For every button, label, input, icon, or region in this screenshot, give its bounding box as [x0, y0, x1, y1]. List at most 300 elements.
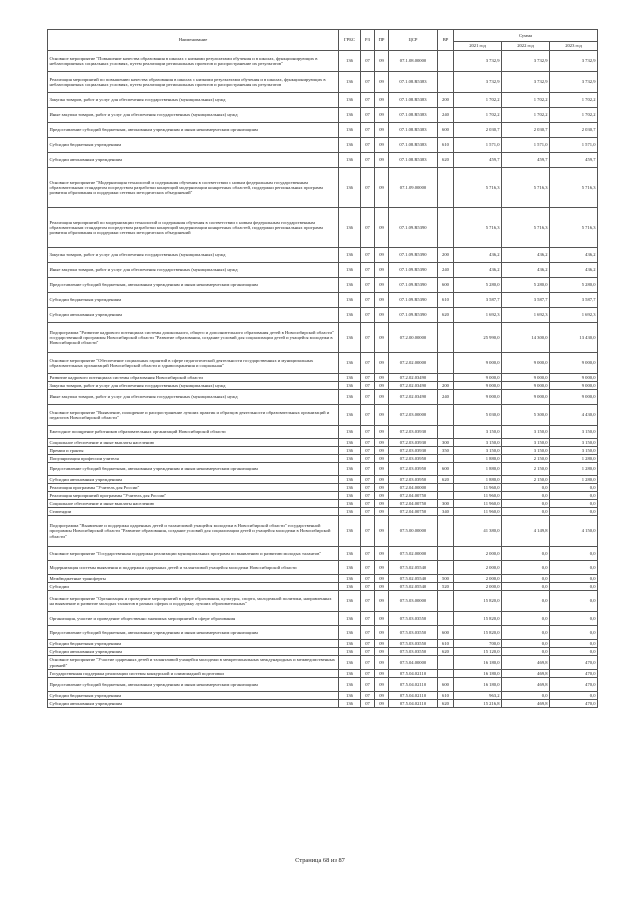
cell-rz: 07	[361, 93, 375, 108]
cell-sum-2023: 4 430,0	[550, 405, 598, 426]
cell-sum-2021: 16 180,0	[454, 656, 502, 670]
cell-sum-2022: 459,7	[502, 153, 550, 168]
cell-vr: 600	[438, 626, 454, 640]
cell-vr: 620	[438, 308, 454, 323]
cell-grbs: 136	[339, 405, 361, 426]
cell-name: Субсидии бюджетным учреждениям	[48, 293, 339, 308]
cell-csr: 07.2.02.03490	[389, 390, 438, 405]
cell-csr: 07.1.09.R5390	[389, 263, 438, 278]
cell-sum-2023: 470,0	[550, 700, 598, 708]
cell-rz: 07	[361, 278, 375, 293]
cell-pr: 09	[375, 138, 389, 153]
cell-csr: 07.5.03.00000	[389, 591, 438, 612]
cell-sum-2021: 41 380,0	[454, 516, 502, 547]
cell-sum-2023: 1 280,0	[550, 463, 598, 476]
cell-name: Иные закупки товаров, работ и услуг для обеспечения государственных (муниципальных) нужд	[48, 263, 339, 278]
cell-grbs: 136	[339, 374, 361, 382]
cell-sum-2021: 3 150,0	[454, 439, 502, 447]
cell-rz: 07	[361, 547, 375, 561]
cell-sum-2022: 469,8	[502, 700, 550, 708]
cell-csr: 07.2.03.03950	[389, 463, 438, 476]
cell-rz: 07	[361, 153, 375, 168]
header-year-2023: 2023 год	[550, 42, 598, 51]
cell-rz: 07	[361, 405, 375, 426]
cell-sum-2021: 9 000,0	[454, 390, 502, 405]
cell-sum-2021: 3 150,0	[454, 426, 502, 439]
cell-csr: 07.1.09.R5390	[389, 278, 438, 293]
table-row	[48, 670, 598, 678]
cell-vr: 200	[438, 248, 454, 263]
cell-grbs: 136	[339, 500, 361, 508]
table-row	[48, 293, 598, 308]
cell-sum-2022: 0,0	[502, 648, 550, 656]
table-row	[48, 455, 598, 463]
cell-sum-2022: 9 000,0	[502, 382, 550, 390]
cell-sum-2022: 14 300,0	[502, 323, 550, 353]
cell-vr	[438, 426, 454, 439]
cell-sum-2023: 9 000,0	[550, 374, 598, 382]
cell-sum-2021: 1 702,2	[454, 93, 502, 108]
cell-csr: 07.1.08.R5383	[389, 123, 438, 138]
cell-sum-2022: 0,0	[502, 640, 550, 648]
cell-sum-2023: 0,0	[550, 492, 598, 500]
table-row	[48, 516, 598, 547]
cell-vr: 620	[438, 700, 454, 708]
cell-vr	[438, 72, 454, 93]
cell-pr: 09	[375, 500, 389, 508]
cell-vr: 240	[438, 390, 454, 405]
cell-pr: 09	[375, 591, 389, 612]
cell-sum-2022: 0,0	[502, 583, 550, 591]
cell-sum-2021: 11 960,0	[454, 500, 502, 508]
cell-grbs: 136	[339, 591, 361, 612]
table-row	[48, 591, 598, 612]
cell-sum-2022: 0,0	[502, 612, 550, 626]
cell-vr	[438, 374, 454, 382]
cell-name: Модернизация системы выявления и поддержки одаренных детей и талантливой учащейся молодежи Новосибирской области	[48, 561, 339, 575]
cell-sum-2021: 2 000,0	[454, 547, 502, 561]
cell-sum-2022: 1 702,2	[502, 108, 550, 123]
cell-sum-2022: 0,0	[502, 591, 550, 612]
cell-name: Социальное обеспечение и иные выплаты населению	[48, 439, 339, 447]
cell-rz: 07	[361, 692, 375, 700]
cell-name: Субсидии бюджетным учреждениям	[48, 640, 339, 648]
cell-grbs: 136	[339, 248, 361, 263]
cell-name: Премии и гранты	[48, 447, 339, 455]
table-row	[48, 500, 598, 508]
cell-pr: 09	[375, 278, 389, 293]
cell-sum-2021: 2 030,7	[454, 123, 502, 138]
cell-grbs: 136	[339, 93, 361, 108]
cell-csr: 07.5.03.03550	[389, 626, 438, 640]
cell-vr: 620	[438, 153, 454, 168]
cell-rz: 07	[361, 500, 375, 508]
cell-pr: 09	[375, 700, 389, 708]
cell-sum-2022: 0,0	[502, 561, 550, 575]
cell-rz: 07	[361, 561, 375, 575]
cell-grbs: 136	[339, 382, 361, 390]
cell-grbs: 136	[339, 353, 361, 374]
cell-vr: 200	[438, 93, 454, 108]
cell-rz: 07	[361, 382, 375, 390]
cell-sum-2022: 9 000,0	[502, 390, 550, 405]
cell-name: Субсидии автономным учреждениям	[48, 648, 339, 656]
cell-pr: 09	[375, 547, 389, 561]
cell-vr	[438, 353, 454, 374]
table-row	[48, 123, 598, 138]
table-row	[48, 447, 598, 455]
cell-sum-2023: 0,0	[550, 626, 598, 640]
cell-rz: 07	[361, 293, 375, 308]
cell-sum-2021: 11 960,0	[454, 484, 502, 492]
cell-sum-2023: 0,0	[550, 575, 598, 583]
table-row	[48, 374, 598, 382]
cell-vr: 600	[438, 463, 454, 476]
cell-sum-2022: 0,0	[502, 508, 550, 516]
cell-sum-2021: 11 960,0	[454, 508, 502, 516]
cell-sum-2021: 5 716,3	[454, 208, 502, 248]
header-sums: Сумма	[454, 30, 598, 42]
cell-grbs: 136	[339, 575, 361, 583]
cell-grbs: 136	[339, 72, 361, 93]
cell-vr	[438, 51, 454, 72]
cell-sum-2022: 5 280,0	[502, 278, 550, 293]
cell-rz: 07	[361, 508, 375, 516]
cell-csr: 07.2.02.03490	[389, 374, 438, 382]
cell-sum-2021: 15 820,0	[454, 612, 502, 626]
cell-grbs: 136	[339, 547, 361, 561]
cell-csr: 07.2.00.00000	[389, 323, 438, 353]
cell-vr: 240	[438, 263, 454, 278]
cell-name: Субсидии бюджетным учреждениям	[48, 138, 339, 153]
cell-sum-2021: 700,0	[454, 640, 502, 648]
cell-sum-2023: 0,0	[550, 500, 598, 508]
cell-sum-2022: 2 030,7	[502, 123, 550, 138]
table-row	[48, 547, 598, 561]
cell-rz: 07	[361, 263, 375, 278]
cell-sum-2021: 963,2	[454, 692, 502, 700]
cell-grbs: 136	[339, 700, 361, 708]
table-row	[48, 93, 598, 108]
cell-sum-2023: 0,0	[550, 591, 598, 612]
cell-grbs: 136	[339, 670, 361, 678]
cell-name: Основное мероприятие "Государственная поддержка реализации муниципальных программ по выявлению и развитию молодых талантов"	[48, 547, 339, 561]
cell-sum-2021: 2 000,0	[454, 561, 502, 575]
table-row	[48, 138, 598, 153]
table-row	[48, 508, 598, 516]
cell-csr: 07.5.03.03550	[389, 612, 438, 626]
cell-csr: 07.2.03.03950	[389, 455, 438, 463]
cell-grbs: 136	[339, 447, 361, 455]
cell-vr: 620	[438, 648, 454, 656]
cell-sum-2022: 2 150,0	[502, 463, 550, 476]
cell-name: Предоставление субсидий бюджетным, автономным учреждениям и иным некоммерческим организациям	[48, 278, 339, 293]
cell-csr: 07.1.09.R5390	[389, 248, 438, 263]
cell-sum-2022: 5 716,3	[502, 168, 550, 208]
cell-name: Реализация мероприятий программы "Учитель для России"	[48, 492, 339, 500]
cell-sum-2022: 9 000,0	[502, 374, 550, 382]
cell-pr: 09	[375, 516, 389, 547]
cell-vr	[438, 547, 454, 561]
table-row	[48, 484, 598, 492]
cell-pr: 09	[375, 656, 389, 670]
cell-csr: 07.2.04.00750	[389, 492, 438, 500]
cell-csr: 07.1.09.00000	[389, 168, 438, 208]
cell-pr: 09	[375, 648, 389, 656]
cell-sum-2021: 3 150,0	[454, 447, 502, 455]
cell-csr: 07.1.08.R5383	[389, 138, 438, 153]
cell-sum-2021: 3 732,9	[454, 72, 502, 93]
cell-rz: 07	[361, 640, 375, 648]
table-row	[48, 656, 598, 670]
cell-sum-2023: 3 587,7	[550, 293, 598, 308]
cell-pr: 09	[375, 108, 389, 123]
cell-grbs: 136	[339, 678, 361, 692]
cell-sum-2023: 0,0	[550, 692, 598, 700]
cell-name: Реализация мероприятий по модернизации технологий и содержания обучения в соответствии с новым федеральным государственным образовательным стандартом посредством разработки концепций модернизации конкретных областей, поддержки региональных программ развития образования и поддержки сетевых методических объединений	[48, 208, 339, 248]
cell-rz: 07	[361, 51, 375, 72]
cell-sum-2022: 2 150,0	[502, 476, 550, 484]
cell-grbs: 136	[339, 692, 361, 700]
cell-name: Ежегодное поощрение работников образовательных организаций Новосибирской области	[48, 426, 339, 439]
table-row	[48, 426, 598, 439]
cell-rz: 07	[361, 426, 375, 439]
cell-grbs: 136	[339, 138, 361, 153]
cell-sum-2023: 1 702,2	[550, 93, 598, 108]
table-row	[48, 583, 598, 591]
cell-csr: 07.1.08.R5383	[389, 72, 438, 93]
cell-sum-2023: 9 000,0	[550, 390, 598, 405]
cell-sum-2023: 0,0	[550, 561, 598, 575]
cell-sum-2022: 0,0	[502, 575, 550, 583]
cell-pr: 09	[375, 670, 389, 678]
cell-sum-2022: 1 571,0	[502, 138, 550, 153]
cell-rz: 07	[361, 492, 375, 500]
cell-grbs: 136	[339, 463, 361, 476]
cell-sum-2021: 5 280,0	[454, 278, 502, 293]
table-row	[48, 575, 598, 583]
cell-sum-2022: 1 692,3	[502, 308, 550, 323]
cell-rz: 07	[361, 353, 375, 374]
cell-vr	[438, 591, 454, 612]
budget-table	[47, 29, 598, 708]
table-row	[48, 108, 598, 123]
cell-grbs: 136	[339, 293, 361, 308]
table-row	[48, 263, 598, 278]
cell-sum-2023: 459,7	[550, 153, 598, 168]
cell-rz: 07	[361, 447, 375, 455]
cell-rz: 07	[361, 138, 375, 153]
cell-sum-2021: 16 180,0	[454, 670, 502, 678]
cell-name: Основное мероприятие "Обеспечение социальных гарантий в сфере педагогической деятельности государственных и муниципальных образовательных организаций Новосибирской области и здравоохранения и социальная"	[48, 353, 339, 374]
cell-csr: 07.5.03.03550	[389, 640, 438, 648]
cell-pr: 09	[375, 51, 389, 72]
cell-rz: 07	[361, 439, 375, 447]
cell-vr: 610	[438, 138, 454, 153]
cell-rz: 07	[361, 455, 375, 463]
cell-vr: 240	[438, 108, 454, 123]
table-row	[48, 51, 598, 72]
cell-csr: 07.1.08.00000	[389, 51, 438, 72]
cell-rz: 07	[361, 575, 375, 583]
header-csr: ЦСР	[389, 30, 438, 51]
budget-table-page	[47, 29, 597, 708]
cell-rz: 07	[361, 583, 375, 591]
header-name: Наименование	[48, 30, 339, 51]
cell-csr: 07.5.02.05540	[389, 583, 438, 591]
cell-sum-2023: 3 150,0	[550, 439, 598, 447]
cell-sum-2023: 0,0	[550, 612, 598, 626]
table-row	[48, 248, 598, 263]
cell-sum-2022: 5 300,0	[502, 405, 550, 426]
cell-grbs: 136	[339, 278, 361, 293]
cell-sum-2021: 1 880,0	[454, 463, 502, 476]
cell-rz: 07	[361, 123, 375, 138]
table-row	[48, 692, 598, 700]
cell-sum-2023: 1 571,0	[550, 138, 598, 153]
cell-grbs: 136	[339, 51, 361, 72]
cell-pr: 09	[375, 72, 389, 93]
cell-name: Стипендии	[48, 508, 339, 516]
cell-vr: 610	[438, 692, 454, 700]
cell-sum-2023: 436,2	[550, 263, 598, 278]
cell-vr: 600	[438, 278, 454, 293]
cell-grbs: 136	[339, 583, 361, 591]
table-row	[48, 72, 598, 93]
cell-sum-2022: 3 587,7	[502, 293, 550, 308]
cell-name: Предоставление субсидий бюджетным, автономным учреждениям и иным некоммерческим организациям	[48, 463, 339, 476]
table-row	[48, 208, 598, 248]
cell-grbs: 136	[339, 508, 361, 516]
cell-vr: 520	[438, 583, 454, 591]
cell-sum-2021: 1 571,0	[454, 138, 502, 153]
table-row	[48, 476, 598, 484]
header-grbs: ГРБС	[339, 30, 361, 51]
cell-grbs: 136	[339, 648, 361, 656]
cell-sum-2023: 0,0	[550, 484, 598, 492]
cell-grbs: 136	[339, 656, 361, 670]
cell-csr: 07.5.02.00000	[389, 547, 438, 561]
cell-sum-2023: 1 692,3	[550, 308, 598, 323]
cell-sum-2023: 5 716,3	[550, 168, 598, 208]
cell-name: Популяризация профессии учителя	[48, 455, 339, 463]
table-row	[48, 492, 598, 500]
cell-pr: 09	[375, 248, 389, 263]
cell-pr: 09	[375, 612, 389, 626]
cell-grbs: 136	[339, 561, 361, 575]
cell-vr	[438, 323, 454, 353]
header-year-2021: 2021 год	[454, 42, 502, 51]
header-pr: ПР	[375, 30, 389, 51]
cell-name: Субсидии бюджетным учреждениям	[48, 692, 339, 700]
cell-vr	[438, 492, 454, 500]
cell-rz: 07	[361, 516, 375, 547]
cell-sum-2022: 469,8	[502, 656, 550, 670]
cell-pr: 09	[375, 208, 389, 248]
cell-sum-2023: 9 000,0	[550, 382, 598, 390]
cell-sum-2021: 1 702,2	[454, 108, 502, 123]
cell-grbs: 136	[339, 168, 361, 208]
cell-sum-2023: 4 150,0	[550, 516, 598, 547]
cell-sum-2021: 11 960,0	[454, 492, 502, 500]
cell-vr: 300	[438, 500, 454, 508]
cell-name: Иные закупки товаров, работ и услуг для обеспечения государственных (муниципальных) нужд	[48, 108, 339, 123]
table-row	[48, 382, 598, 390]
cell-sum-2022: 0,0	[502, 492, 550, 500]
cell-csr: 07.1.09.R5390	[389, 208, 438, 248]
cell-grbs: 136	[339, 323, 361, 353]
cell-pr: 09	[375, 439, 389, 447]
cell-csr: 07.5.04.00000	[389, 656, 438, 670]
cell-sum-2023: 0,0	[550, 583, 598, 591]
cell-name: Субсидии автономным учреждениям	[48, 476, 339, 484]
table-row	[48, 678, 598, 692]
cell-rz: 07	[361, 308, 375, 323]
cell-vr: 200	[438, 382, 454, 390]
cell-rz: 07	[361, 648, 375, 656]
cell-sum-2023: 0,0	[550, 547, 598, 561]
cell-pr: 09	[375, 293, 389, 308]
cell-name: Предоставление субсидий бюджетным, автономным учреждениям и иным некоммерческим организациям	[48, 626, 339, 640]
cell-pr: 09	[375, 463, 389, 476]
cell-grbs: 136	[339, 476, 361, 484]
cell-name: Реализация программы "Учитель для России"	[48, 484, 339, 492]
cell-csr: 07.1.08.R5383	[389, 153, 438, 168]
cell-rz: 07	[361, 656, 375, 670]
cell-sum-2023: 1 280,0	[550, 476, 598, 484]
cell-name: Основное мероприятие "Повышение качества образования в школах с низкими результатами обучения и в школах, функционирующих в неблагоприятных социальных условиях, путем реализации региональных проектов и распространение их результатов"	[48, 51, 339, 72]
cell-rz: 07	[361, 612, 375, 626]
cell-name: Межбюджетные трансферты	[48, 575, 339, 583]
cell-pr: 09	[375, 382, 389, 390]
cell-sum-2023: 470,0	[550, 678, 598, 692]
cell-sum-2021: 15 820,0	[454, 626, 502, 640]
cell-sum-2022: 3 150,0	[502, 439, 550, 447]
table-row	[48, 439, 598, 447]
cell-rz: 07	[361, 626, 375, 640]
cell-grbs: 136	[339, 426, 361, 439]
table-row	[48, 463, 598, 476]
cell-sum-2021: 5 030,0	[454, 405, 502, 426]
cell-sum-2023: 3 150,0	[550, 426, 598, 439]
cell-vr: 500	[438, 575, 454, 583]
cell-sum-2022: 469,8	[502, 670, 550, 678]
cell-grbs: 136	[339, 516, 361, 547]
cell-name: Основное мероприятие "Выявление, поощрение и распространение лучших практик и образцов деятельности образовательных организаций и педагогов Новосибирской области"	[48, 405, 339, 426]
cell-grbs: 136	[339, 455, 361, 463]
cell-sum-2021: 459,7	[454, 153, 502, 168]
cell-sum-2021: 3 587,7	[454, 293, 502, 308]
cell-csr: 07.2.03.00000	[389, 405, 438, 426]
cell-name: Иные закупки товаров, работ и услуг для обеспечения государственных (муниципальных) нужд	[48, 390, 339, 405]
cell-sum-2023: 3 732,9	[550, 51, 598, 72]
cell-pr: 09	[375, 575, 389, 583]
cell-pr: 09	[375, 426, 389, 439]
cell-grbs: 136	[339, 439, 361, 447]
cell-csr: 07.2.02.00000	[389, 353, 438, 374]
cell-sum-2021: 9 000,0	[454, 374, 502, 382]
cell-pr: 09	[375, 583, 389, 591]
cell-grbs: 136	[339, 108, 361, 123]
cell-sum-2022: 0,0	[502, 692, 550, 700]
cell-pr: 09	[375, 492, 389, 500]
table-row	[48, 278, 598, 293]
cell-pr: 09	[375, 626, 389, 640]
cell-sum-2021: 2 000,0	[454, 583, 502, 591]
cell-grbs: 136	[339, 153, 361, 168]
cell-sum-2022: 436,2	[502, 263, 550, 278]
cell-pr: 09	[375, 561, 389, 575]
